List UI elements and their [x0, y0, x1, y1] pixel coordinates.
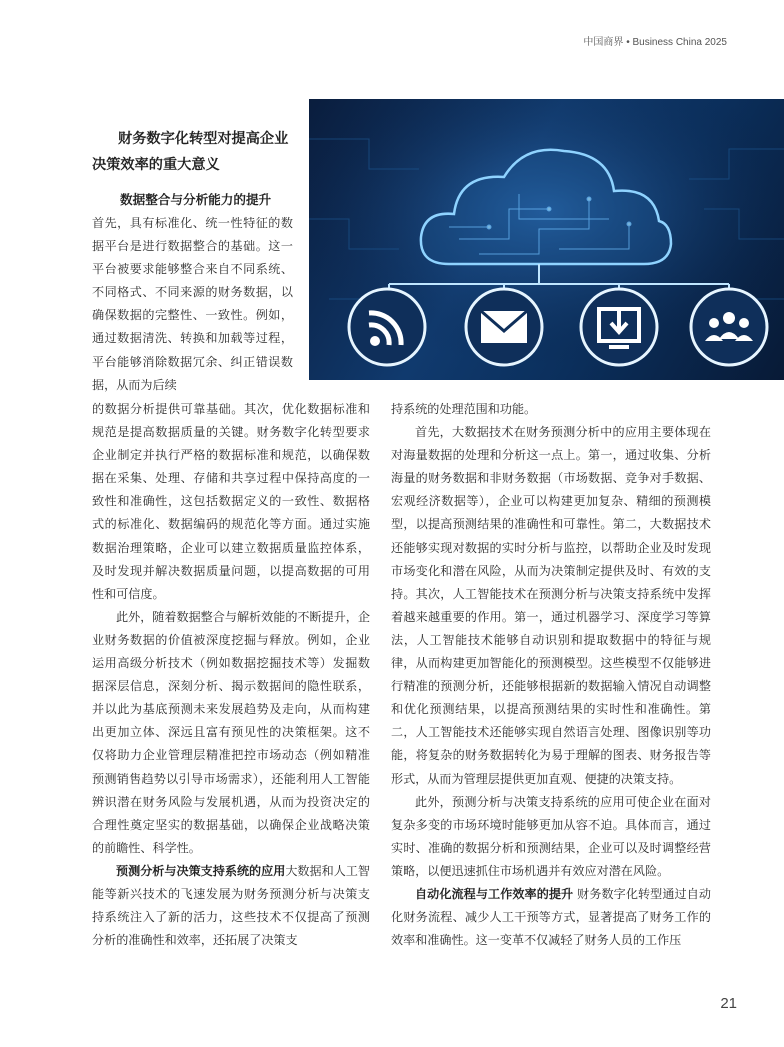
- column-left-lower: [92, 398, 370, 952]
- paragraph-text: 财务数字化转型通过自动化财务流程、减少人工干预等方式，显著提高了财务工作的效率和准确性。这一变革不仅减轻了财务人员的工作压: [391, 886, 711, 948]
- people-group-icon: [691, 289, 767, 365]
- cloud-network-illustration: [309, 99, 784, 380]
- page-number: 21: [720, 995, 737, 1012]
- running-header: 中国商界 • Business China 2025: [583, 37, 727, 48]
- paragraph-text: 大数据和人工智能等新兴技术的飞速发展为财务预测分析与决策支持系统注入了新的活力，这些技术不仅提高了预测分析的准确性和效率，还拓展了决策支: [92, 863, 370, 948]
- subheading-data-integration: 数据整合与分析能力的提升: [120, 192, 272, 207]
- paragraph: 此外，预测分析与决策支持系统的应用可使企业在面对复杂多变的市场环境时能够更加从容不迫。具体而言，通过实时、准确的数据分析和预测结果，企业可以及时调整经营策略，以便迅速抓住市场机遇并有效应对潜在风险。: [391, 794, 711, 878]
- section-title: 财务数字化转型对提高企业决策效率的重大意义: [92, 131, 289, 173]
- paragraph: 首先，大数据技术在财务预测分析中的应用主要体现在对海量数据的处理和分析这一点上。第一，通过收集、分析海量的财务数据和非财务数据（市场数据、竞争对手数据、宏观经济数据等），企业可以构建更加复杂、精细的预测模型，以提高预测结果的准确性和可靠性。第二，大数据技术还能够实现对数据的实时分析与监控，以帮助企业及时发现市场变化和潜在风险，从而为决策制定提供及时、有效的支持。其次，人工智能技术在预测分析与决策支持系统中发挥着越来越重要的作用。第一，通过机器学习、深度学习等算法，人工智能技术能够自动识别和提取数据中的特征与规律，从而构建更加智能化的预测模型。这些模型不仅能够进行精准的预测分析，还能够根据新的数据输入情况自动调整和优化预测结果，以提高预测结果的实时性和准确性。第二，人工智能技术还能够实现自然语言处理、图像识别等功能，将复杂的财务数据转化为易于理解的图表、财务报告等形式，从而为管理层提供更加直观、便捷的决策支持。: [391, 425, 711, 786]
- column-1-upper: [92, 188, 293, 397]
- subheading-forecast-analysis: 预测分析与决策支持系统的应用: [116, 863, 286, 878]
- wifi-signal-icon: [349, 289, 425, 365]
- paragraph: 首先，具有标准化、统一性特征的数据平台是进行数据整合的基础。这一平台被要求能够整合来自不同系统、不同格式、不同来源的财务数据，以确保数据的完整性、一致性。例如，通过数据清洗、转换和加载等过程，平台能够消除数据冗余、纠正错误数据，从而为后续: [92, 216, 293, 392]
- paragraph: 此外，随着数据整合与解析效能的不断提升，企业财务数据的价值被深度挖掘与释放。例如，企业运用高级分析技术（例如数据挖掘技术等）发掘数据深层信息，深刻分析、揭示数据间的隐性联系，并以此为基底预测未来发展趋势及走向，从而构建出更加立体、深远且富有预见性的决策框架。这不仅将助力企业管理层精准把控市场动态（例如精准预测销售趋势以引导市场需求），还能利用人工智能辨识潜在财务风险与发展机遇，从而为投资决定的合理性奠定坚实的数据基础，以确保企业战略决策的前瞻性、科学性。: [92, 609, 370, 855]
- subheading-automation: 自动化流程与工作效率的提升: [415, 886, 574, 901]
- paragraph: 持系统的处理范围和功能。: [391, 402, 537, 416]
- column-right: [391, 398, 711, 952]
- cloud-network-image: [309, 99, 784, 380]
- paragraph: [92, 860, 370, 952]
- download-icon: [581, 289, 657, 365]
- paragraph: 的数据分析提供可靠基础。其次，优化数据标准和规范是提高数据质量的关键。财务数字化转型要求企业制定并执行严格的数据标准和规范，以确保数据在采集、处理、存储和共享过程中保持高度的一致性和准确性，这包括数据定义的一致性、数据格式的标准化、数据编码的规范化等方面。通过实施数据治理策略，企业可以建立数据质量监控体系，及时发现并解决数据质量问题，以提高数据的可用性和可信度。: [92, 402, 370, 601]
- paragraph: [391, 883, 711, 952]
- envelope-icon: [466, 289, 542, 365]
